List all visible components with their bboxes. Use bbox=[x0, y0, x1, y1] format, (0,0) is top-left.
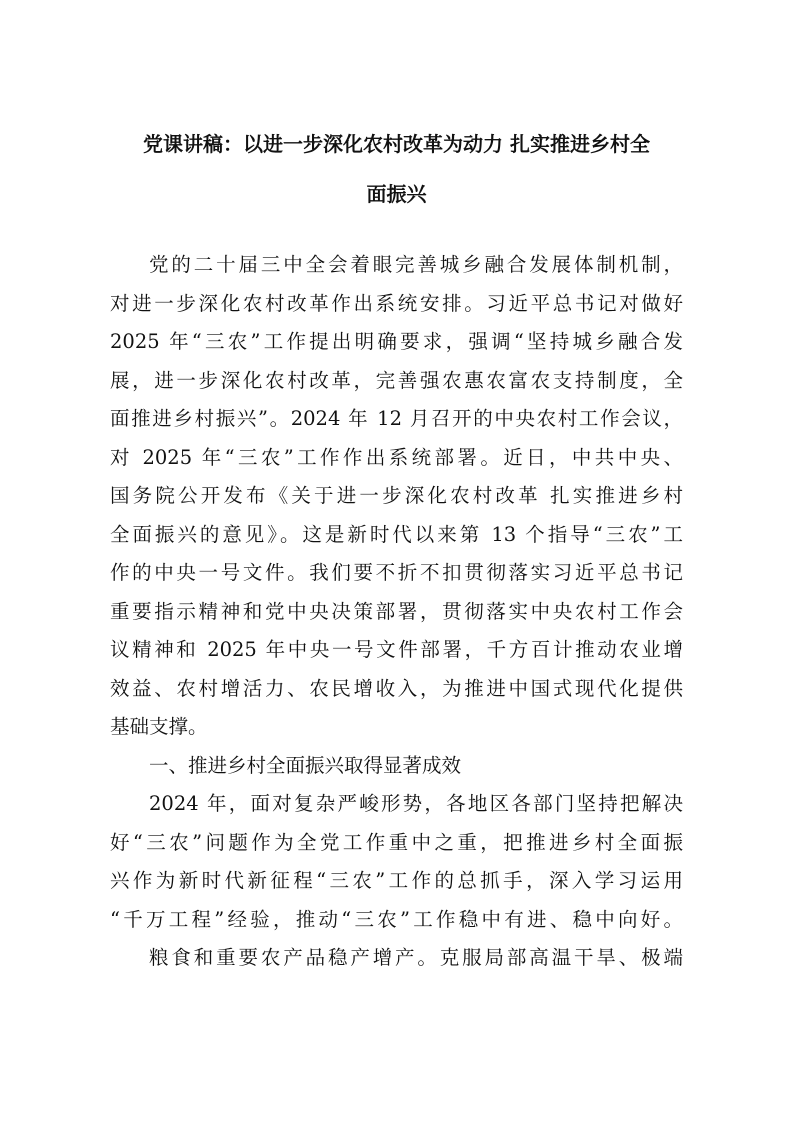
paragraph-line: 对 2025 年“三农”工作作出系统部署。近日，中共中央、 bbox=[110, 445, 683, 469]
paragraph-line: 基础支撑。 bbox=[110, 715, 208, 738]
paragraph-line: 兴作为新时代新征程“三农”工作的总抓手，深入学习运用 bbox=[110, 869, 683, 892]
paragraph-line: “千万工程”经验，推动“三农”工作稳中有进、稳中向好。 bbox=[110, 907, 683, 931]
paragraph-line: 党的二十届三中全会着眼完善城乡融合发展体制机制， bbox=[149, 253, 683, 276]
paragraph-line: 效益、农村增活力、农民增收入，为推进中国式现代化提供 bbox=[110, 676, 683, 700]
paragraph-line: 对进一步深化农村改革作出系统安排。习近平总书记对做好 bbox=[110, 291, 683, 315]
paragraph-line: 粮食和重要农产品稳产增产。克服局部高温干旱、极端 bbox=[149, 946, 683, 969]
document-body bbox=[110, 246, 683, 978]
paragraph-line: 作的中央一号文件。我们要不折不扣贯彻落实习近平总书记 bbox=[110, 561, 683, 584]
paragraph-line: 2024 年，面对复杂严峻形势，各地区各部门坚持把解决 bbox=[149, 792, 683, 815]
paragraph-line: 全面振兴的意见》。这是新时代以来第 13 个指导“三农”工 bbox=[110, 522, 683, 546]
paragraph-line: 国务院公开发布《关于进一步深化农村改革 扎实推进乡村 bbox=[110, 484, 683, 507]
section-heading: 一、推进乡村全面振兴取得显著成效 bbox=[149, 753, 462, 777]
document-title-line-2: 面振兴 bbox=[366, 182, 427, 206]
paragraph-line: 面推进乡村振兴”。2024 年 12 月召开的中央农村工作会议， bbox=[110, 407, 683, 430]
paragraph-line: 2025 年“三农”工作提出明确要求，强调“坚持城乡融合发 bbox=[110, 330, 683, 353]
document-title-line-1: 党课讲稿：以进一步深化农村改革为动力 扎实推进乡村全 bbox=[143, 132, 650, 156]
paragraph-line: 议精神和 2025 年中央一号文件部署，千方百计推动农业增 bbox=[110, 638, 683, 661]
paragraph-line: 重要指示精神和党中央决策部署，贯彻落实中央农村工作会 bbox=[110, 599, 683, 623]
paragraph-line: 展，进一步深化农村改革，完善强农惠农富农支持制度，全 bbox=[110, 368, 683, 392]
paragraph-line: 好“三农”问题作为全党工作重中之重，把推进乡村全面振 bbox=[110, 830, 683, 854]
